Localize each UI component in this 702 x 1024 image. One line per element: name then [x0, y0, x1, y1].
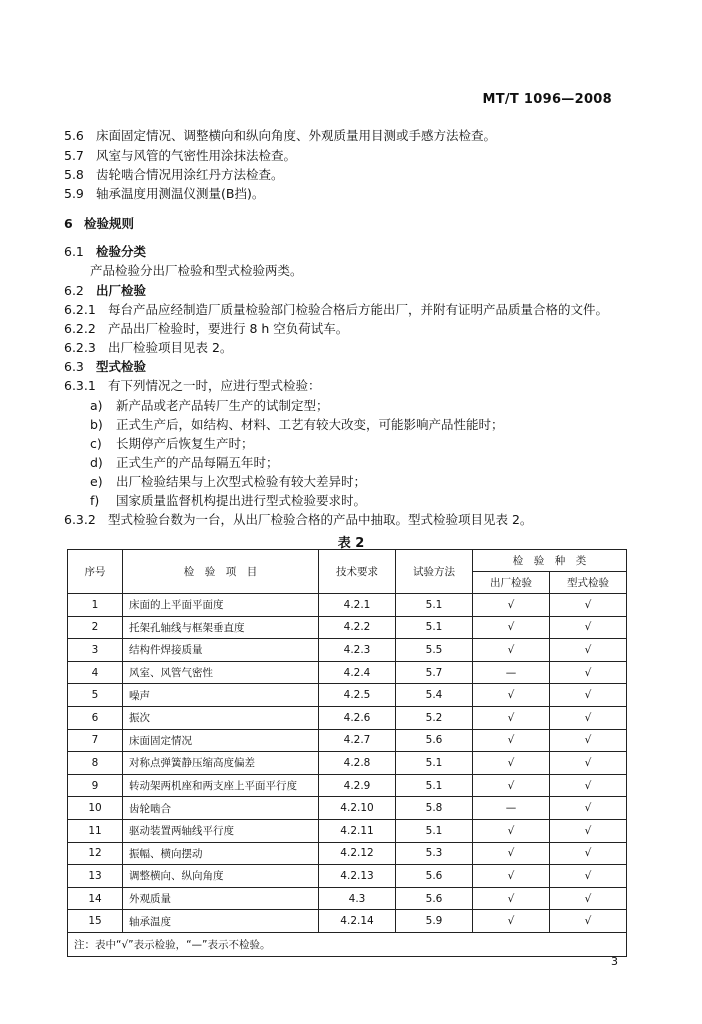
cell-type: √: [550, 774, 627, 797]
cell-item: 床面固定情况: [123, 729, 319, 752]
cell-req: 4.2.4: [319, 661, 396, 684]
cell-method: 5.5: [396, 639, 473, 662]
cell-req: 4.2.12: [319, 842, 396, 865]
cell-type: √: [550, 887, 627, 910]
cell-method: 5.6: [396, 729, 473, 752]
clause-6-2-3: [64, 340, 232, 356]
clause-number: 5.9: [64, 186, 84, 201]
table-caption: 表 2: [337, 536, 365, 551]
cell-method: 5.9: [396, 910, 473, 933]
table-row: [68, 819, 627, 842]
cell-factory: —: [473, 661, 550, 684]
cell-factory: √: [473, 865, 550, 888]
list-text: 正式生产后，如结构、材料、工艺有较大改变，可能影响产品性能时；: [116, 417, 504, 432]
cell-type: √: [550, 797, 627, 820]
table-row: [68, 797, 627, 820]
list-item-e: [90, 474, 366, 490]
list-item-b: [90, 417, 504, 433]
cell-factory: √: [473, 729, 550, 752]
cell-factory: √: [473, 910, 550, 933]
cell-seq: 1: [68, 594, 123, 617]
list-text: 新产品或老产品转厂生产的试制定型；: [116, 398, 329, 413]
list-item-a: [90, 398, 329, 414]
clause-6-2-1: [64, 302, 608, 318]
cell-item: 转动架两机座和两支座上平面平行度: [123, 774, 319, 797]
list-marker: b): [90, 417, 103, 432]
cell-seq: 12: [68, 842, 123, 865]
clause-text: 型式检验台数为一台，从出厂检验合格的产品中抽取。型式检验项目见表 2。: [108, 512, 533, 527]
clause-number: 6.2.3: [64, 340, 96, 355]
cell-seq: 7: [68, 729, 123, 752]
document-code: MT/T 1096—2008: [482, 92, 612, 107]
cell-req: 4.2.13: [319, 865, 396, 888]
clause-text: 出厂检验项目见表 2。: [108, 340, 233, 355]
cell-factory: √: [473, 842, 550, 865]
cell-factory: √: [473, 616, 550, 639]
cell-seq: 4: [68, 661, 123, 684]
cell-method: 5.1: [396, 752, 473, 775]
cell-seq: 9: [68, 774, 123, 797]
list-item-f: [90, 493, 366, 509]
clause-text: 产品出厂检验时，要进行 8 h 空负荷试车。: [108, 321, 349, 336]
table-row: [68, 616, 627, 639]
table-row: [68, 684, 627, 707]
cell-req: 4.2.7: [319, 729, 396, 752]
section-number: 6: [64, 216, 73, 231]
table-row: [68, 774, 627, 797]
list-marker: c): [90, 436, 102, 451]
cell-method: 5.1: [396, 594, 473, 617]
cell-seq: 11: [68, 819, 123, 842]
cell-req: 4.3: [319, 887, 396, 910]
section-6-heading: [64, 216, 134, 232]
clause-6-1-heading: [64, 244, 146, 260]
list-marker: f): [90, 493, 100, 508]
cell-factory: √: [473, 639, 550, 662]
clause-5-6: [64, 128, 496, 144]
cell-seq: 15: [68, 910, 123, 933]
cell-type: √: [550, 684, 627, 707]
list-marker: d): [90, 455, 103, 470]
cell-seq: 5: [68, 684, 123, 707]
cell-req: 4.2.5: [319, 684, 396, 707]
table-row: [68, 594, 627, 617]
clause-text: 轴承温度用测温仪测量(B挡)。: [96, 186, 265, 201]
clause-title: 型式检验: [96, 359, 147, 374]
cell-req: 4.2.10: [319, 797, 396, 820]
table-row: [68, 639, 627, 662]
cell-type: √: [550, 910, 627, 933]
list-marker: a): [90, 398, 103, 413]
clause-6-3-2: [64, 512, 532, 528]
list-text: 正式生产的产品每隔五年时；: [116, 455, 279, 470]
cell-item: 调整横向、纵向角度: [123, 865, 319, 888]
clause-title: 检验分类: [96, 244, 147, 259]
cell-type: √: [550, 842, 627, 865]
cell-item: 轴承温度: [123, 910, 319, 933]
cell-type: √: [550, 729, 627, 752]
cell-factory: √: [473, 594, 550, 617]
cell-method: 5.6: [396, 865, 473, 888]
clause-number: 5.7: [64, 148, 84, 163]
cell-method: 5.6: [396, 887, 473, 910]
cell-type: √: [550, 594, 627, 617]
cell-factory: √: [473, 819, 550, 842]
cell-method: 5.3: [396, 842, 473, 865]
list-text: 长期停产后恢复生产时；: [116, 436, 254, 451]
clause-number: 6.2: [64, 283, 84, 298]
clause-number: 6.1: [64, 244, 84, 259]
clause-6-3-heading: [64, 359, 146, 375]
table-note: 注：表中“√”表示检验，“—”表示不检验。: [68, 932, 627, 956]
clause-number: 6.3.2: [64, 512, 96, 527]
clause-5-7: [64, 148, 296, 164]
table-row: [68, 729, 627, 752]
cell-method: 5.1: [396, 819, 473, 842]
clause-text: 风室与风管的气密性用涂抹法检查。: [96, 148, 297, 163]
cell-factory: √: [473, 752, 550, 775]
clause-number: 6.3.1: [64, 378, 96, 393]
cell-seq: 8: [68, 752, 123, 775]
table-row: [68, 842, 627, 865]
cell-item: 风室、风管气密性: [123, 661, 319, 684]
clause-6-2-heading: [64, 283, 146, 299]
clause-number: 6.3: [64, 359, 84, 374]
cell-item: 结构件焊接质量: [123, 639, 319, 662]
clause-text: 有下列情况之一时，应进行型式检验：: [108, 378, 321, 393]
cell-item: 振次: [123, 706, 319, 729]
table-row: [68, 706, 627, 729]
cell-seq: 10: [68, 797, 123, 820]
cell-method: 5.7: [396, 661, 473, 684]
cell-type: √: [550, 865, 627, 888]
cell-method: 5.1: [396, 774, 473, 797]
section-title: 检验规则: [84, 216, 135, 231]
clause-text: 床面固定情况、调整横向和纵向角度、外观质量用目测或手感方法检查。: [96, 128, 497, 143]
clause-number: 5.8: [64, 167, 84, 182]
table-row: [68, 865, 627, 888]
cell-factory: √: [473, 706, 550, 729]
cell-factory: —: [473, 797, 550, 820]
list-text: 国家质量监督机构提出进行型式检验要求时。: [116, 493, 367, 508]
cell-method: 5.2: [396, 706, 473, 729]
clause-title: 出厂检验: [96, 283, 147, 298]
table-row: [68, 661, 627, 684]
cell-factory: √: [473, 774, 550, 797]
list-marker: e): [90, 474, 103, 489]
inspection-table: [67, 549, 627, 957]
cell-type: √: [550, 819, 627, 842]
header-item: 检 验 项 目: [123, 550, 319, 594]
cell-seq: 2: [68, 616, 123, 639]
cell-factory: √: [473, 887, 550, 910]
cell-item: 振幅、横向摆动: [123, 842, 319, 865]
header-seq: 序号: [68, 550, 123, 594]
clause-5-9: [64, 186, 264, 202]
header-requirement: 技术要求: [319, 550, 396, 594]
paragraph: 产品检验分出厂检验和型式检验两类。: [90, 263, 303, 278]
cell-seq: 6: [68, 706, 123, 729]
cell-item: 噪声: [123, 684, 319, 707]
clause-6-2-2: [64, 321, 348, 337]
cell-item: 托架孔轴线与框架垂直度: [123, 616, 319, 639]
header-method: 试验方法: [396, 550, 473, 594]
cell-item: 外观质量: [123, 887, 319, 910]
clause-text: 齿轮啮合情况用涂红丹方法检查。: [96, 167, 284, 182]
cell-seq: 3: [68, 639, 123, 662]
cell-method: 5.8: [396, 797, 473, 820]
list-text: 出厂检验结果与上次型式检验有较大差异时；: [116, 474, 367, 489]
clause-text: 每台产品应经制造厂质量检验部门检验合格后方能出厂，并附有证明产品质量合格的文件。: [108, 302, 609, 317]
clause-number: 6.2.1: [64, 302, 96, 317]
table-row: [68, 887, 627, 910]
cell-req: 4.2.9: [319, 774, 396, 797]
clause-5-8: [64, 167, 284, 183]
cell-req: 4.2.8: [319, 752, 396, 775]
cell-item: 床面的上平面平面度: [123, 594, 319, 617]
cell-method: 5.1: [396, 616, 473, 639]
cell-item: 驱动装置两轴线平行度: [123, 819, 319, 842]
cell-type: √: [550, 639, 627, 662]
cell-req: 4.2.11: [319, 819, 396, 842]
cell-req: 4.2.2: [319, 616, 396, 639]
cell-req: 4.2.1: [319, 594, 396, 617]
cell-item: 齿轮啮合: [123, 797, 319, 820]
list-item-d: [90, 455, 279, 471]
cell-type: √: [550, 661, 627, 684]
header-kind: 检 验 种 类: [473, 550, 627, 572]
clause-number: 6.2.2: [64, 321, 96, 336]
page-number: 3: [611, 955, 618, 968]
cell-req: 4.2.3: [319, 639, 396, 662]
cell-type: √: [550, 616, 627, 639]
cell-req: 4.2.6: [319, 706, 396, 729]
cell-item: 对称点弹簧静压缩高度偏差: [123, 752, 319, 775]
list-item-c: [90, 436, 254, 452]
cell-type: √: [550, 752, 627, 775]
header-type: 型式检验: [550, 572, 627, 594]
cell-factory: √: [473, 684, 550, 707]
cell-req: 4.2.14: [319, 910, 396, 933]
clause-number: 5.6: [64, 128, 84, 143]
cell-method: 5.4: [396, 684, 473, 707]
cell-seq: 13: [68, 865, 123, 888]
clause-6-3-1: [64, 378, 321, 394]
header-factory: 出厂检验: [473, 572, 550, 594]
table-row: [68, 910, 627, 933]
cell-type: √: [550, 706, 627, 729]
cell-seq: 14: [68, 887, 123, 910]
table-row: [68, 752, 627, 775]
